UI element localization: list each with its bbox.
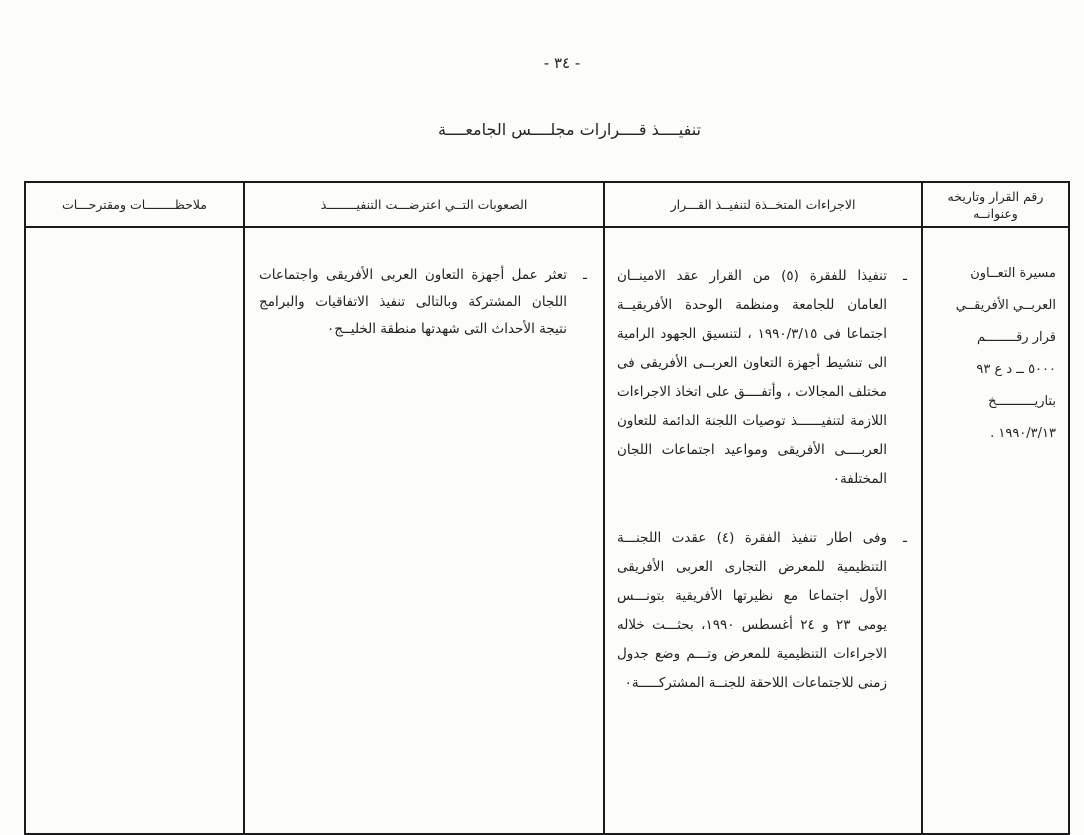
column-header-difficulties: الصعوبات التــي اعترضـــت التنفيــــــــذ [243,183,603,228]
page-number: - ٣٤ - [543,54,581,72]
action-paragraph [617,524,909,698]
difficulty-paragraph [259,262,589,343]
paragraph-dash: ـ [903,530,907,546]
decision-date-value: ١٩٩٠/٣/١٣ . [990,426,1056,441]
notes-cell [26,228,243,833]
action-paragraph [617,262,909,494]
decision-title-line: مسيرة التعــاون [970,266,1056,281]
decision-info-cell [921,228,1068,833]
decision-number-label: قرار رقــــــــم [976,330,1056,345]
decision-date-label: بتاريــــــــــخ [988,394,1056,409]
decision-title-line: العربــي الأفريقــي [955,298,1056,313]
column-header-notes-suggestions: ملاحظــــــــات ومقترحـــات [26,183,243,228]
column-header-decision-number: رقم القرار وتاريخه وعنوانــه [921,183,1068,228]
action-paragraph-text: تنفيذا للفقرة (٥) من القرار عقد الامينــان العامان للجامعة ومنظمة الوحدة الأفريقيــة اجتماعا فى ١٩٩٠/٣/١٥ ، لتنسيق الجهود الرامية الى تنشيط أجهزة التعاون العربــى الأفريقى فى مختلف المجالات ، وأتفــــق على اتخاذ الاجراءات اللازمة لتنفيــــــذ توصيات اللجنة الدائمة للتعاون العربــــى الأفريقى ومواعيد اجتماعات اللجان المختلفة٠ [617,268,887,487]
difficulties-cell [243,228,603,833]
decision-number-value: ٥٠٠٠ ــ د ع ٩٣ [976,362,1056,377]
decisions-table [24,181,1070,835]
paragraph-dash: ـ [903,268,907,284]
action-paragraph-text: وفى اطار تنفيذ الفقرة (٤) عقدت اللجنـــة التنظيمية للمعرض التجارى العربى الأفريقى الأول اجتماعا مع نظيرتها الأفريقية بتونـــس يومى ٢٣ و ٢٤ أغسطس ١٩٩٠، بحثـــت خلاله الاجراءات التنظيمية للمعرض وتـــم وضع جدول زمنى للاجتماعات اللاحقة للجنــة المشتركـــــة٠ [617,530,887,691]
paragraph-dash: ـ [583,267,587,283]
difficulty-paragraph-text: تعثر عمل أجهزة التعاون العربى الأفريقى واجتماعات اللجان المشتركة وبالتالى تنفيذ الاتفاقيات والبرامج نتيجة الأحداث التى شهدتها منطقة الخليــج٠ [259,267,567,337]
actions-taken-cell [603,228,921,833]
column-header-actions-taken: الاجراءات المتخــذة لتنفيــذ القـــرار [603,183,921,228]
document-title: تنفيــــذ قــــرارات مجلــــس الجامعــــة [438,120,701,139]
